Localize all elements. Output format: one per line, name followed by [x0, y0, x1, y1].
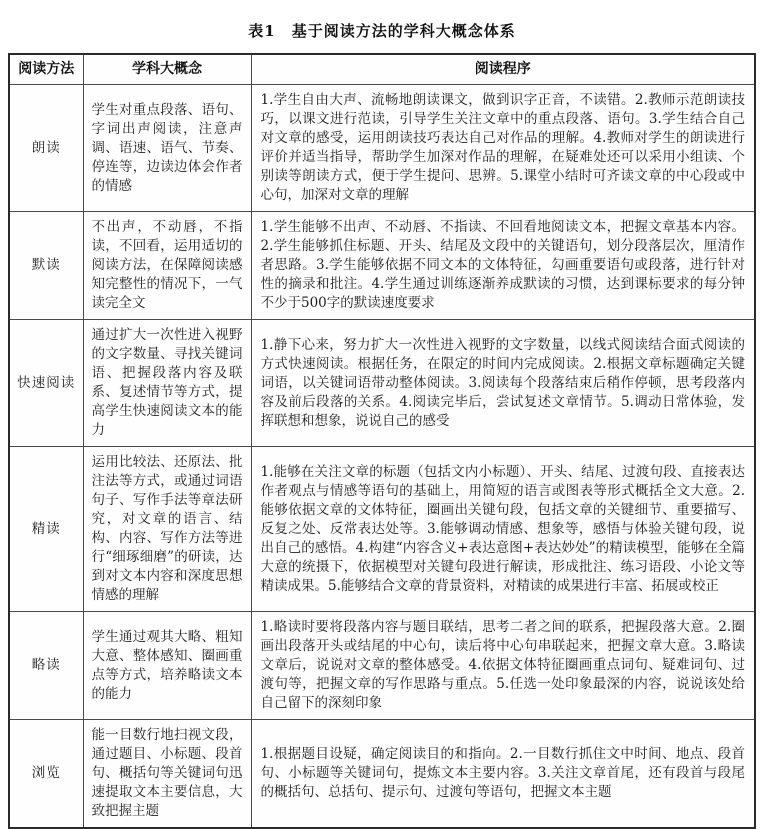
procedure-cell: 1.学生能够不出声、不动唇、不指读、不回看地阅读文本，把握文章基本内容。2.学生能够抓住标题、开头、结尾及文段中的关键语句，划分段落层次，厘清作者思路。3.学生能够依据不同文本的文体特征，勾画重要语句或段落，进行针对性的摘录和批注。4.学生通过训练逐渐养成默读的习惯，达到课标要求的每分钟不少于500字的默读速度要求 [251, 212, 755, 320]
procedure-cell: 1.学生自由大声、流畅地朗读课文，做到识字正音，不读错。2.教师示范朗读技巧，以课文进行范读，引导学生关注文章中的重点段落、语句。3.学生结合自己对文章的感受，运用朗读技巧表达自己对作品的理解。4.教师对学生的朗读进行评价并适当指导，帮助学生加深对作品的理解，在疑难处还可以采用小组读、个别读等朗读方式，便于学生提问、思辨。5.课堂小结时可齐读文章的中心段或中心句，加深对文章的理解 [251, 85, 755, 212]
header-subject-concept: 学科大概念 [83, 54, 251, 85]
table-row-kuaisu-yuedu [9, 320, 755, 447]
table-header [9, 54, 755, 85]
table-row-modu [9, 212, 755, 320]
table-row-jingdu [9, 447, 755, 612]
table-row-liulan [9, 720, 755, 829]
table-row-luedu [9, 612, 755, 720]
table-row-langdu [9, 85, 755, 212]
header-reading-procedure: 阅读程序 [251, 54, 755, 85]
concept-cell: 能一目数行地扫视文段，通过题目、小标题、段首句、概括句等关键词句迅速提取文本主要信息，大致把握主题 [83, 720, 251, 829]
procedure-cell: 1.静下心来，努力扩大一次性进入视野的文字数量，以线式阅读结合面式阅读的方式快速阅读。根据任务，在限定的时间内完成阅读。2.根据文章标题确定关键词语，以关键词语带动整体阅读。3.阅读每个段落结束后稍作停顿，思考段落内容及前后段落的关系。4.阅读完毕后，尝试复述文章情节。5.调动日常体验，发挥联想和想象，说说自己的感受 [251, 320, 755, 447]
concept-cell: 通过扩大一次性进入视野的文字数量、寻找关键词语、把握段落内容及联系、复述情节等方式，提高学生快速阅读文本的能力 [83, 320, 251, 447]
header-row [9, 54, 755, 85]
method-cell: 精读 [9, 447, 83, 612]
procedure-cell: 1.略读时要将段落内容与题目联结，思考二者之间的联系，把握段落大意。2.圈画出段落开头或结尾的中心句，读后将中心句串联起来，把握文章大意。3.略读文章后，说说对文章的整体感受。4.依据文体特征圈画重点词句、疑难词句、过渡句等，把握文章的写作思路与重点。5.任选一处印象最深的内容，说说该处给自己留下的深刻印象 [251, 612, 755, 720]
method-cell: 浏览 [9, 720, 83, 829]
concept-cell: 学生对重点段落、语句、字词出声阅读，注意声调、语速、语气、节奏、停连等，边读边体会作者的情感 [83, 85, 251, 212]
concept-cell: 运用比较法、还原法、批注法等方式，或通过词语句子、写作手法等章法研究，对文章的语言、结构、内容、写作方法等进行“细琢细磨”的研读，达到对文本内容和深度思想情感的理解 [83, 447, 251, 612]
reading-methods-table [8, 53, 756, 829]
procedure-cell: 1.根据题目设疑，确定阅读目的和指向。2.一目数行抓住文中时间、地点、段首句、小标题等关键词句，提炼文本主要内容。3.关注文章首尾，还有段首与段尾的概括句、总括句、提示句、过渡句等语句，把握文本主题 [251, 720, 755, 829]
concept-cell: 学生通过观其大略、粗知大意、整体感知、圈画重点等方式，培养略读文本的能力 [83, 612, 251, 720]
method-cell: 朗读 [9, 85, 83, 212]
header-reading-method: 阅读方法 [9, 54, 83, 85]
procedure-cell: 1.能够在关注文章的标题（包括文内小标题）、开头、结尾、过渡句段、直接表达作者观点与情感等语句的基础上，用简短的语言或图表等形式概括全文大意。2.能够依据文章的文体特征，圈画出关键句段，包括文章的关键细节、重要描写、反复之处、反常表达处等。3.能够调动情感、想象等，感悟与体验关键句段，说出自己的感悟。4.构建“内容含义+表达意图+表达妙处”的精读模型，能够在全篇大意的统摄下，依据模型对关键句段进行解读，形成批注、练习语段、小论文等精读成果。5.能够结合文章的背景资料，对精读的成果进行丰富、拓展或校正 [251, 447, 755, 612]
method-cell: 默读 [9, 212, 83, 320]
table-body [9, 85, 755, 829]
concept-cell: 不出声，不动唇，不指读，不回看，运用适切的阅读方法，在保障阅读感知完整性的情况下，一气读完全文 [83, 212, 251, 320]
method-cell: 快速阅读 [9, 320, 83, 447]
method-cell: 略读 [9, 612, 83, 720]
table-caption: 表1 基于阅读方法的学科大概念体系 [248, 22, 516, 40]
